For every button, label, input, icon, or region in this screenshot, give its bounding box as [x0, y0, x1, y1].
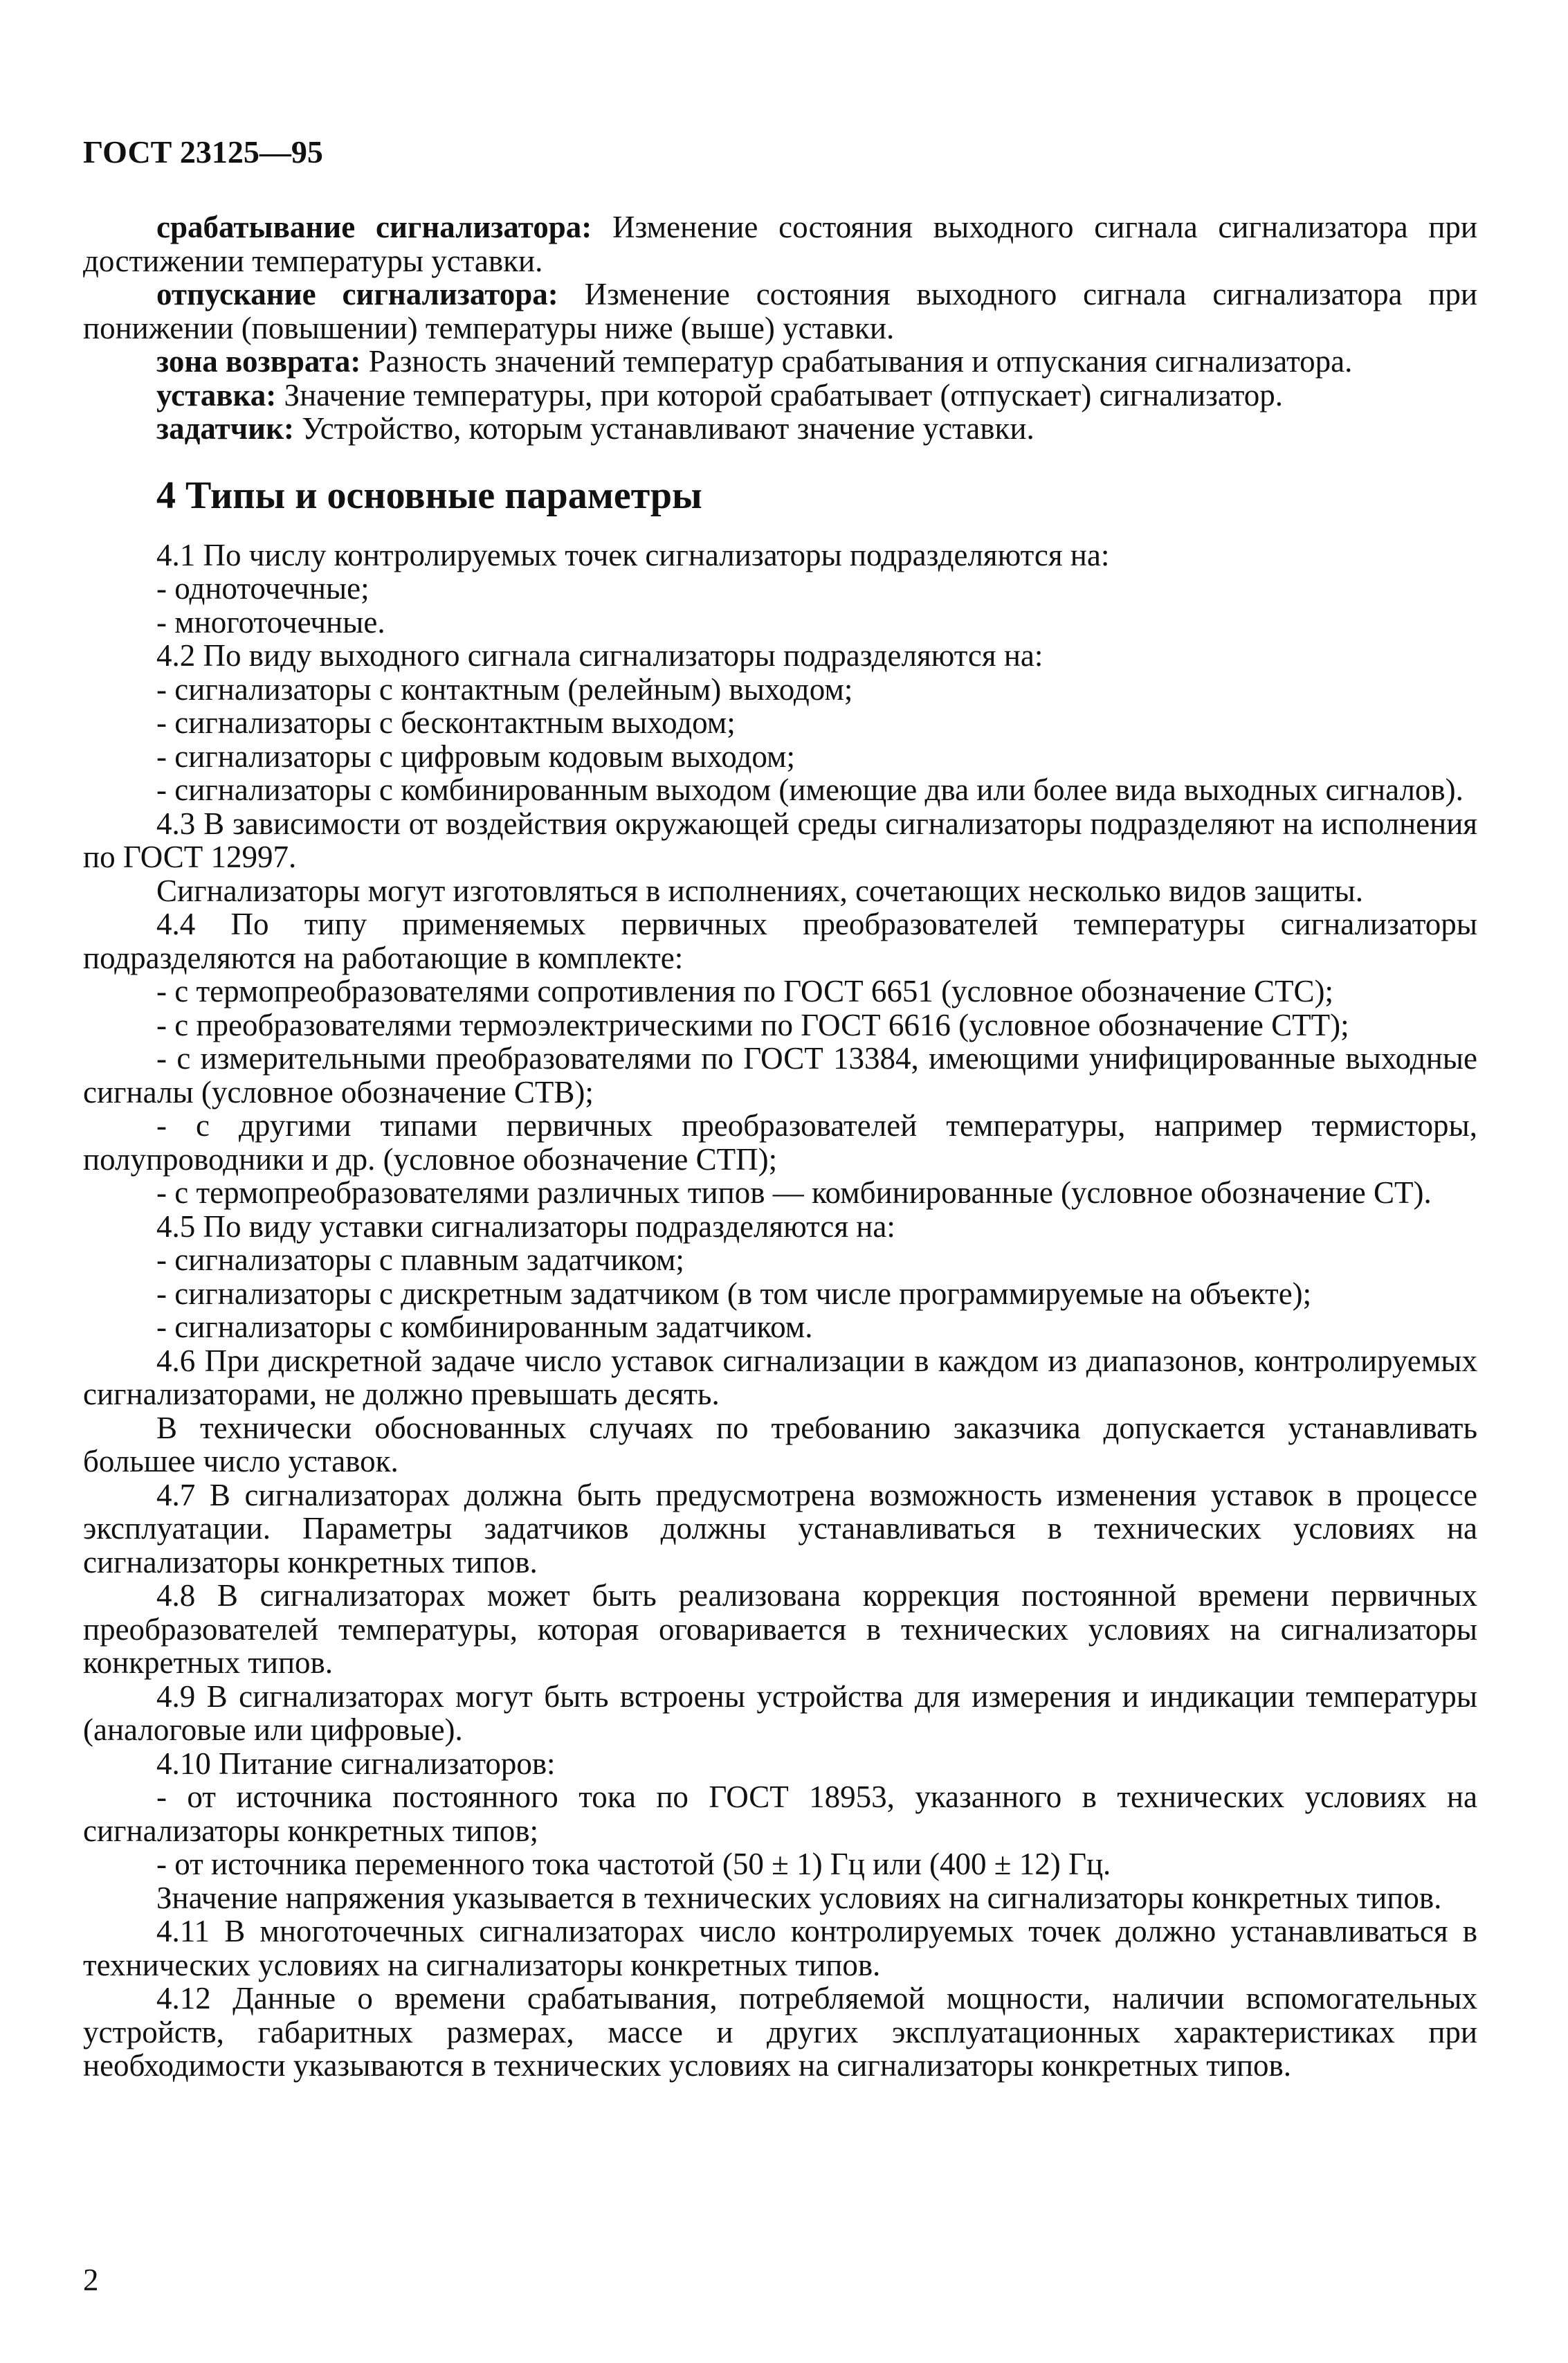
list-item: - с измерительными преобразователями по ГОСТ 13384, имеющими унифицированные выходные сигналы (условное обозначение СТВ);: [83, 1041, 1477, 1110]
section-body: [83, 538, 1477, 2083]
paragraph: Сигнализаторы могут изготовляться в исполнениях, сочетающих несколько видов защиты.: [156, 873, 1364, 908]
paragraph: 4.7 В сигнализаторах должна быть предусмотрена возможность изменения уставок в процессе эксплуатации. Параметры задатчиков должны устанавливаться в технических условиях на сигнализаторы конкретных типов.: [83, 1477, 1477, 1579]
definition-text: Устройство, которым устанавливают значение уставки.: [294, 411, 1034, 446]
list-item: - с термопреобразователями различных типов — комбинированные (условное обозначение СТ).: [156, 1175, 1432, 1210]
definition-text: Разность значений температур срабатывания и отпускания сигнализатора.: [361, 344, 1353, 379]
definition-term: срабатывание сигнализатора:: [156, 210, 592, 244]
definition-term: зона возврата:: [156, 344, 361, 379]
list-item: - сигнализаторы с плавным задатчиком;: [156, 1242, 684, 1277]
paragraph: Значение напряжения указывается в технических условиях на сигнализаторы конкретных типов.: [156, 1880, 1442, 1915]
paragraph: В технически обоснованных случаях по требованию заказчика допускается устанавливать большее число уставок.: [83, 1410, 1477, 1478]
paragraph: 4.5 По виду уставки сигнализаторы подразделяются на:: [156, 1208, 895, 1244]
list-item: - с термопреобразователями сопротивления по ГОСТ 6651 (условное обозначение СТС);: [156, 974, 1334, 1008]
definition-text: Изменение состояния выходного сигнала сигнализатора при понижении (повышении) температуры ниже (выше) уставки.: [83, 277, 1477, 345]
definition-item: [83, 210, 1477, 278]
list-item: - сигнализаторы с дискретным задатчиком (в том числе программируемые на объекте);: [156, 1276, 1312, 1311]
paragraph: 4.3 В зависимости от воздействия окружающей среды сигнализаторы подразделяют на исполнения по ГОСТ 12997.: [83, 806, 1477, 874]
paragraph: 4.4 По типу применяемых первичных преобразователей температуры сигнализаторы подразделяются на работающие в комплекте:: [83, 907, 1477, 975]
paragraph: 4.10 Питание сигнализаторов:: [156, 1746, 556, 1781]
document-header: ГОСТ 23125—95: [83, 134, 323, 170]
paragraph: 4.12 Данные о времени срабатывания, потребляемой мощности, наличии вспомогательных устройств, габаритных размерах, массе и других эксплуатационных характеристиках при необходимости указываются в технических условиях на сигнализаторы конкретных типов.: [83, 1981, 1477, 2083]
paragraph: 4.2 По виду выходного сигнала сигнализаторы подразделяются на:: [156, 638, 1043, 673]
paragraph: 4.1 По числу контролируемых точек сигнализаторы подразделяются на:: [156, 537, 1110, 572]
list-item: - сигнализаторы с бесконтактным выходом;: [156, 705, 736, 740]
definition-text: Изменение состояния выходного сигнала сигнализатора при достижении температуры уставки.: [83, 210, 1478, 278]
definition-term: отпускание сигнализатора:: [156, 277, 558, 311]
definition-item: [83, 412, 1477, 446]
list-item: - от источника постоянного тока по ГОСТ 18953, указанного в технических условиях на сигнализаторы конкретных типов;: [83, 1780, 1477, 1848]
paragraph: 4.9 В сигнализаторах могут быть встроены устройства для измерения и индикации температуры (аналоговые или цифровые).: [83, 1678, 1477, 1747]
definition-term: уставка:: [156, 377, 277, 413]
paragraph: 4.6 При дискретной задаче число уставок сигнализации в каждом из диапазонов, контролируемых сигнализаторами, не должно превышать десять.: [83, 1343, 1477, 1411]
list-item: - сигнализаторы с цифровым кодовым выходом;: [156, 739, 796, 774]
list-item: - сигнализаторы с контактным (релейным) выходом;: [156, 671, 853, 707]
page-number: 2: [83, 2263, 99, 2297]
definition-term: задатчик:: [156, 411, 295, 446]
document-page: [83, 132, 1477, 2083]
paragraph: 4.11 В многоточечных сигнализаторах число контролируемых точек должно устанавливаться в технических условиях на сигнализаторы конкретных типов.: [83, 1914, 1477, 1982]
list-item: - с другими типами первичных преобразователей температуры, например термисторы, полупроводники и др. (условное обозначение СТП);: [83, 1108, 1477, 1177]
list-item: - одноточечные;: [156, 571, 370, 606]
list-item: - многоточечные.: [156, 604, 385, 640]
section-title: 4 Типы и основные параметры: [156, 473, 702, 517]
paragraph: 4.8 В сигнализаторах может быть реализована коррекция постоянной времени первичных преобразователей температуры, которая оговаривается в технических условиях на сигнализаторы конкретных типов.: [83, 1578, 1477, 1680]
definition-item: [83, 379, 1477, 413]
list-item: - от источника переменного тока частотой (50 ± 1) Гц или (400 ± 12) Гц.: [156, 1847, 1111, 1881]
definitions-block: [83, 210, 1477, 446]
definition-item: [83, 278, 1477, 345]
list-item: - с преобразователями термоэлектрическими по ГОСТ 6616 (условное обозначение СТТ);: [156, 1007, 1349, 1042]
list-item: - сигнализаторы с комбинированным выходом (имеющие два или более вида выходных сигналов).: [156, 772, 1464, 807]
definition-item: [83, 345, 1477, 379]
definition-text: Значение температуры, при которой срабатывает (отпускает) сигнализатор.: [276, 377, 1284, 413]
list-item: - сигнализаторы с комбинированным задатчиком.: [156, 1310, 813, 1344]
